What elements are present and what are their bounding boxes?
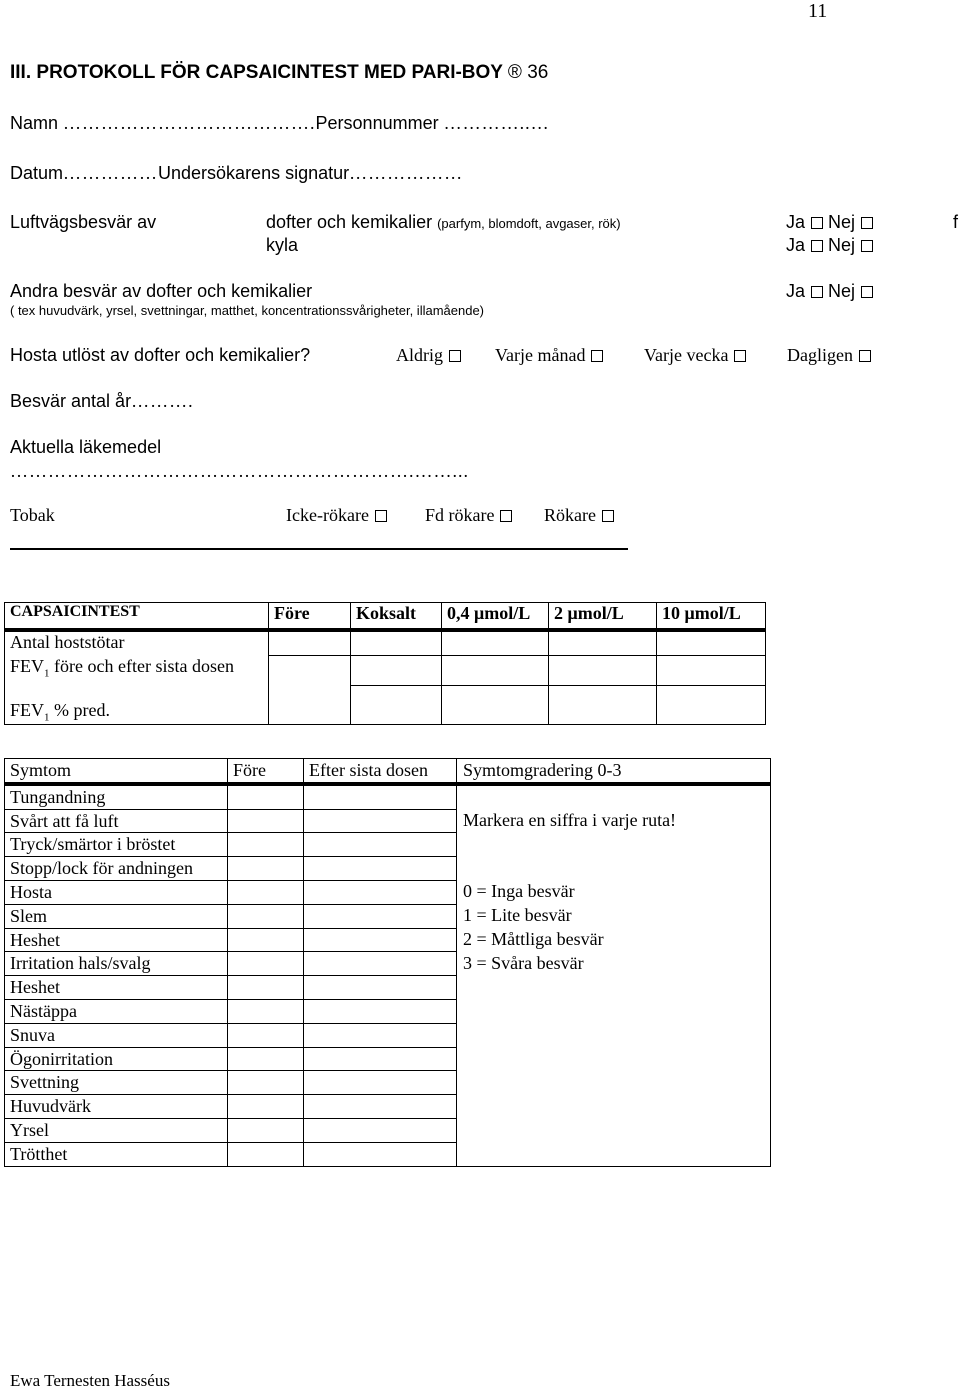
airway-odors-answer	[786, 213, 873, 231]
header-cell: Symtom	[5, 759, 228, 784]
cough-option-never	[396, 346, 461, 364]
symptom-label: Huvudvärk	[5, 1095, 228, 1119]
table-row	[5, 784, 771, 809]
row-label	[5, 656, 269, 686]
score-cell[interactable]	[228, 1095, 304, 1119]
instruction-text: Markera en siffra i varje ruta!	[457, 809, 771, 833]
years-label: Besvär antal år	[10, 391, 132, 411]
symptom-label: Nästäppa	[5, 999, 228, 1023]
entry-cell[interactable]	[269, 656, 351, 686]
score-cell[interactable]	[228, 1071, 304, 1095]
entry-cell[interactable]	[442, 630, 549, 656]
tobacco-option-nonsmoker	[286, 506, 387, 524]
table-header-row	[5, 603, 766, 631]
header-cell: 10 μmol/L	[657, 603, 766, 631]
yes-checkbox[interactable]	[811, 286, 823, 298]
yes-checkbox[interactable]	[811, 240, 823, 252]
date-label: Datum	[10, 163, 64, 183]
score-cell[interactable]	[228, 1118, 304, 1142]
score-cell[interactable]	[304, 833, 457, 857]
option-checkbox[interactable]	[859, 350, 871, 362]
medication-field[interactable]: ……………………………………………………….……...	[10, 461, 469, 481]
score-cell[interactable]	[304, 952, 457, 976]
score-cell[interactable]	[228, 904, 304, 928]
fev-subscript: 1	[44, 667, 50, 680]
entry-cell[interactable]	[269, 686, 351, 725]
other-complaints-answer	[786, 282, 873, 300]
option-label: Dagligen	[787, 345, 853, 365]
table-row	[5, 1023, 771, 1047]
table-row	[5, 630, 766, 656]
entry-cell[interactable]	[549, 630, 657, 656]
entry-cell[interactable]	[269, 630, 351, 656]
option-label: Aldrig	[396, 345, 443, 365]
entry-cell[interactable]	[657, 630, 766, 656]
symptom-label: Heshet	[5, 976, 228, 1000]
page-title	[10, 63, 548, 82]
no-checkbox[interactable]	[861, 286, 873, 298]
option-label: Varje månad	[495, 345, 586, 365]
score-cell[interactable]	[304, 880, 457, 904]
score-cell[interactable]	[304, 999, 457, 1023]
score-cell[interactable]	[304, 1023, 457, 1047]
note-cell	[457, 1023, 771, 1047]
symptom-label: Tungandning	[5, 784, 228, 809]
personnummer-label: Personnummer	[315, 113, 439, 133]
header-cell: Före	[228, 759, 304, 784]
option-label: Icke-rökare	[286, 505, 369, 525]
symptom-label: Hosta	[5, 880, 228, 904]
entry-cell[interactable]	[442, 686, 549, 725]
symptom-label: Svårt att få luft	[5, 809, 228, 833]
option-checkbox[interactable]	[449, 350, 461, 362]
fev-label: FEV	[10, 699, 45, 720]
header-cell: 0,4 μmol/L	[442, 603, 549, 631]
table-row	[5, 904, 771, 928]
yes-label: Ja	[786, 281, 806, 301]
title-text: III. PROTOKOLL FÖR CAPSAICINTEST MED PARI-BOY	[10, 62, 503, 83]
option-checkbox[interactable]	[602, 510, 614, 522]
table-row	[5, 1071, 771, 1095]
score-cell[interactable]	[304, 1118, 457, 1142]
table-row	[5, 928, 771, 952]
tobacco-option-former	[425, 506, 512, 524]
table-row	[5, 1118, 771, 1142]
header-cell: Före	[269, 603, 351, 631]
score-cell[interactable]	[228, 1047, 304, 1071]
entry-cell[interactable]	[351, 656, 442, 686]
note-cell	[457, 784, 771, 809]
symptom-label: Trötthet	[5, 1142, 228, 1166]
score-cell[interactable]	[304, 1071, 457, 1095]
medication-label: Aktuella läkemedel	[10, 437, 162, 457]
edge-char: f	[953, 212, 959, 232]
airway-cold-answer	[786, 236, 873, 254]
symptom-table-body	[5, 784, 771, 1166]
note-cell	[457, 1142, 771, 1166]
yes-checkbox[interactable]	[811, 217, 823, 229]
airway-item-cold: kyla	[266, 235, 299, 255]
name-row	[10, 114, 550, 132]
symptom-label: Heshet	[5, 928, 228, 952]
option-checkbox[interactable]	[591, 350, 603, 362]
option-label: Rökare	[544, 505, 596, 525]
entry-cell[interactable]	[549, 656, 657, 686]
symptom-label: Irritation hals/svalg	[5, 952, 228, 976]
note-cell	[457, 1118, 771, 1142]
page-number: 11	[808, 0, 828, 22]
tobacco-option-smoker	[544, 506, 614, 524]
cough-option-monthly	[495, 346, 603, 364]
score-cell[interactable]	[228, 857, 304, 881]
note-cell	[457, 1047, 771, 1071]
note-cell	[457, 1095, 771, 1119]
header-cell: Koksalt	[351, 603, 442, 631]
no-checkbox[interactable]	[861, 217, 873, 229]
header-cell: Symtomgradering 0-3	[457, 759, 771, 784]
no-label: Nej	[828, 212, 856, 232]
table-row	[5, 1047, 771, 1071]
score-cell[interactable]	[228, 833, 304, 857]
symptom-label: Yrsel	[5, 1118, 228, 1142]
symptom-label: Tryck/smärtor i bröstet	[5, 833, 228, 857]
fev-subscript: 1	[44, 711, 50, 724]
note-cell	[457, 999, 771, 1023]
score-cell[interactable]	[228, 809, 304, 833]
scale-item: 0 = Inga besvär	[457, 880, 771, 904]
score-cell[interactable]	[304, 1047, 457, 1071]
score-cell[interactable]	[304, 784, 457, 809]
airway-item-odors	[266, 213, 621, 231]
footer-author: Ewa Ternesten Hasséus	[10, 1371, 170, 1390]
table-row	[5, 686, 766, 725]
note-cell	[457, 833, 771, 857]
note-cell	[457, 1071, 771, 1095]
note-cell	[457, 857, 771, 881]
entry-cell[interactable]	[549, 686, 657, 725]
entry-cell[interactable]	[351, 686, 442, 725]
option-label: Varje vecka	[644, 345, 729, 365]
fev-label: FEV	[10, 655, 45, 676]
section-divider	[10, 548, 628, 550]
score-cell[interactable]	[304, 1095, 457, 1119]
score-cell[interactable]	[304, 976, 457, 1000]
score-cell[interactable]	[228, 976, 304, 1000]
no-label: Nej	[828, 235, 856, 255]
airway-item-odors-note: (parfym, blomdoft, avgaser, rök)	[437, 216, 621, 231]
score-cell[interactable]	[228, 1142, 304, 1166]
symptom-label: Slem	[5, 904, 228, 928]
years-field[interactable]: ……….	[131, 391, 194, 411]
score-cell[interactable]	[228, 999, 304, 1023]
yes-label: Ja	[786, 212, 806, 232]
other-complaints-label: Andra besvär av dofter och kemikalier	[10, 281, 313, 301]
no-label: Nej	[828, 281, 856, 301]
entry-cell[interactable]	[351, 630, 442, 656]
name-label: Namn	[10, 113, 59, 133]
score-cell[interactable]	[304, 857, 457, 881]
option-checkbox[interactable]	[500, 510, 512, 522]
header-cell: Efter sista dosen	[304, 759, 457, 784]
row-label	[5, 686, 269, 725]
fev-suffix: före och efter sista dosen	[49, 655, 234, 676]
score-cell[interactable]	[228, 952, 304, 976]
scale-item: 1 = Lite besvär	[457, 904, 771, 928]
date-field[interactable]: ……………	[63, 163, 159, 183]
table-row	[5, 1095, 771, 1119]
table-row	[5, 857, 771, 881]
row-label: Antal hoststötar	[5, 630, 269, 656]
table-row	[5, 1142, 771, 1166]
header-cell: 2 μmol/L	[549, 603, 657, 631]
entry-cell[interactable]	[657, 656, 766, 686]
score-cell[interactable]	[228, 784, 304, 809]
cough-label: Hosta utlöst av dofter och kemikalier?	[10, 345, 311, 365]
name-field[interactable]: ………………………………….	[63, 113, 316, 133]
signature-label: Undersökarens signatur	[158, 163, 350, 183]
table-header-row	[5, 759, 771, 784]
registered-symbol: ®	[507, 62, 522, 83]
score-cell[interactable]	[304, 1142, 457, 1166]
score-cell[interactable]	[228, 928, 304, 952]
table-row	[5, 976, 771, 1000]
other-complaints-note: ( tex huvudvärk, yrsel, svettningar, matthet, koncentrationssvårigheter, illamående)	[10, 303, 485, 318]
airway-label: Luftvägsbesvär av	[10, 212, 157, 232]
yes-label: Ja	[786, 235, 806, 255]
scale-item: 3 = Svåra besvär	[457, 952, 771, 976]
score-cell[interactable]	[304, 809, 457, 833]
score-cell[interactable]	[304, 904, 457, 928]
score-cell[interactable]	[228, 1023, 304, 1047]
table-row	[5, 833, 771, 857]
date-row	[10, 164, 463, 182]
personnummer-field[interactable]: …………..…	[443, 113, 550, 133]
scale-item: 2 = Måttliga besvär	[457, 928, 771, 952]
cough-option-daily	[787, 346, 871, 364]
fev-suffix: % pred.	[49, 699, 110, 720]
header-cell: CAPSAICINTEST	[5, 603, 269, 631]
symptom-label: Svettning	[5, 1071, 228, 1095]
tobacco-label: Tobak	[10, 505, 55, 525]
entry-cell[interactable]	[657, 686, 766, 725]
years-row	[10, 392, 194, 410]
symptom-label: Stopp/lock för andningen	[5, 857, 228, 881]
option-label: Fd rökare	[425, 505, 495, 525]
symptom-table	[4, 758, 771, 1167]
symptom-label: Ögonirritation	[5, 1047, 228, 1071]
table-row	[5, 656, 766, 686]
symptom-label: Snuva	[5, 1023, 228, 1047]
table-row	[5, 999, 771, 1023]
option-checkbox[interactable]	[375, 510, 387, 522]
table-row	[5, 952, 771, 976]
capsaicin-table	[4, 602, 766, 725]
cough-option-weekly	[644, 346, 746, 364]
title-suffix: 36	[527, 62, 549, 83]
table-row	[5, 809, 771, 833]
option-checkbox[interactable]	[734, 350, 746, 362]
no-checkbox[interactable]	[861, 240, 873, 252]
signature-field[interactable]: ………………	[349, 163, 464, 183]
score-cell[interactable]	[228, 880, 304, 904]
entry-cell[interactable]	[442, 656, 549, 686]
score-cell[interactable]	[304, 928, 457, 952]
table-row	[5, 880, 771, 904]
airway-item-odors-label: dofter och kemikalier	[266, 212, 433, 232]
note-cell	[457, 976, 771, 1000]
